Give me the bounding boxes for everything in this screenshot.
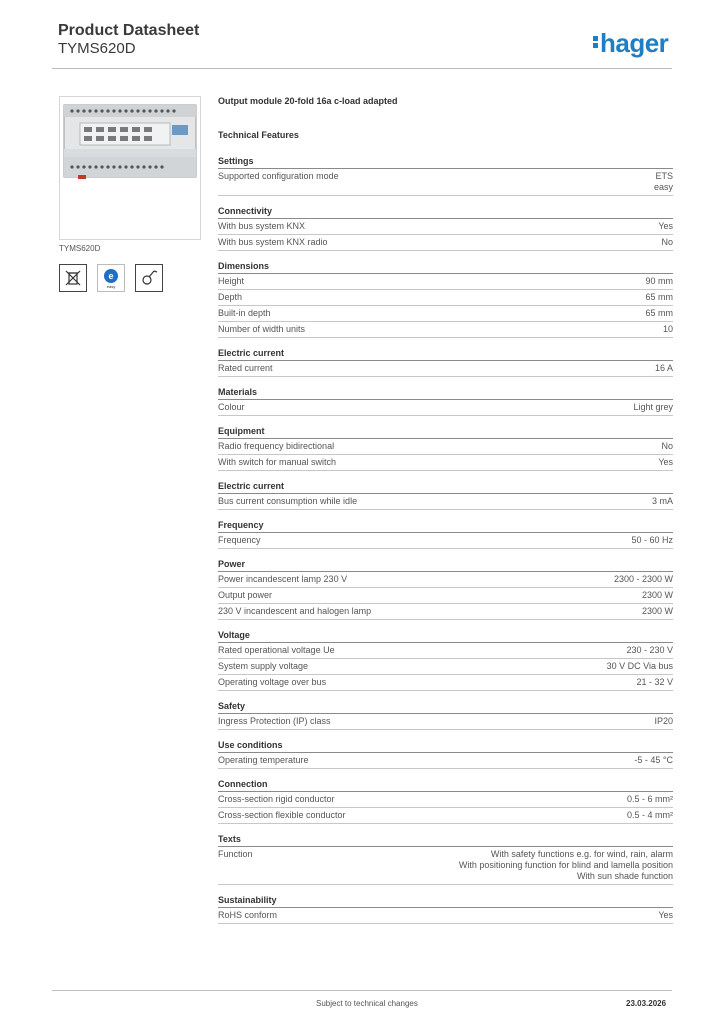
spec-row: [218, 714, 673, 730]
spec-label: System supply voltage: [218, 661, 309, 671]
section-title: Connection: [218, 779, 673, 792]
section-11: [218, 740, 673, 769]
spec-value: [273, 363, 673, 374]
spec-value-line: Yes: [658, 910, 673, 920]
section-9: [218, 630, 673, 691]
spec-label: Operating voltage over bus: [218, 677, 327, 687]
spec-value-line: 90 mm: [645, 276, 673, 286]
section-title: Voltage: [218, 630, 673, 643]
section-title: Electric current: [218, 481, 673, 494]
section-1: [218, 206, 673, 251]
spec-label: Bus current consumption while idle: [218, 496, 358, 506]
spec-row: [218, 400, 673, 416]
spec-row: [218, 643, 673, 659]
spec-value: [346, 810, 673, 821]
spec-row: [218, 361, 673, 377]
page-subtitle: TYMS620D: [58, 40, 136, 57]
spec-row: [218, 306, 673, 322]
spec-label: With bus system KNX: [218, 221, 306, 231]
spec-value: [245, 402, 673, 413]
spec-label: Number of width units: [218, 324, 306, 334]
spec-value: [335, 645, 673, 656]
section-title: Equipment: [218, 426, 673, 439]
spec-value-line: With safety functions e.g. for wind, rain, alarm: [490, 849, 673, 859]
spec-value-line: -5 - 45 °C: [634, 755, 673, 765]
knx-easy-icon: [97, 264, 125, 292]
spec-value-line: 230 - 230 V: [626, 645, 673, 655]
product-code-label: TYMS620D: [59, 244, 101, 253]
spec-value: [347, 574, 673, 585]
spec-label: With bus system KNX radio: [218, 237, 328, 247]
spec-value: [261, 535, 673, 546]
spec-value-line: 10: [662, 324, 673, 334]
spec-value-line: No: [661, 441, 673, 451]
spec-value-line: 2300 - 2300 W: [613, 574, 673, 584]
certification-icons: [59, 264, 163, 292]
spec-value-line: 3 mA: [651, 496, 673, 506]
spec-row: [218, 455, 673, 471]
section-title: Dimensions: [218, 261, 673, 274]
footer-note: Subject to technical changes: [316, 999, 418, 1008]
spec-row: [218, 588, 673, 604]
spec-value-line: 16 A: [654, 363, 673, 373]
svg-text:e: e: [108, 271, 114, 281]
spec-label: Colour: [218, 402, 245, 412]
spec-value-line: No: [661, 237, 673, 247]
section-title: Materials: [218, 387, 673, 400]
spec-value-line: 50 - 60 Hz: [631, 535, 673, 545]
spec-row: [218, 659, 673, 675]
spec-value-line: IP20: [654, 716, 673, 726]
header-divider: [52, 68, 672, 69]
spec-value: [331, 716, 673, 727]
spec-value: [309, 755, 673, 766]
product-description: Output module 20-fold 16a c-load adapted: [218, 96, 398, 106]
spec-value-line: 2300 W: [641, 606, 673, 616]
spec-value: [253, 849, 673, 882]
spec-value-line: easy: [653, 182, 673, 192]
section-6: [218, 481, 673, 510]
section-2: [218, 261, 673, 338]
spec-row: [218, 235, 673, 251]
spec-row: [218, 572, 673, 588]
section-10: [218, 701, 673, 730]
datasheet-content: [218, 96, 673, 934]
spec-value-line: 65 mm: [645, 292, 673, 302]
logo-dots-icon: [593, 34, 598, 50]
spec-label: Function: [218, 849, 253, 859]
spec-row: [218, 847, 673, 885]
technical-features-heading: Technical Features: [218, 130, 299, 140]
section-title: Electric current: [218, 348, 673, 361]
spec-value-line: Light grey: [633, 402, 673, 412]
knx-easy-text: easy: [106, 284, 116, 289]
product-module-icon: [60, 97, 200, 239]
spec-value: [308, 661, 673, 672]
section-title: Connectivity: [218, 206, 673, 219]
spec-label: Output power: [218, 590, 273, 600]
spec-label: Power incandescent lamp 230 V: [218, 574, 348, 584]
section-title: Safety: [218, 701, 673, 714]
spec-row: [218, 808, 673, 824]
spec-value: [305, 221, 673, 232]
section-13: [218, 834, 673, 885]
spec-label: Radio frequency bidirectional: [218, 441, 335, 451]
spec-label: Built-in depth: [218, 308, 271, 318]
spec-label: Ingress Protection (IP) class: [218, 716, 331, 726]
spec-label: With switch for manual switch: [218, 457, 337, 467]
spec-label: Supported configuration mode: [218, 171, 339, 181]
bus-symbol-icon: [135, 264, 163, 292]
spec-row: [218, 322, 673, 338]
spec-label: 230 V incandescent and halogen lamp: [218, 606, 372, 616]
spec-row: [218, 290, 673, 306]
spec-value: [339, 171, 673, 193]
spec-value: [242, 292, 673, 303]
spec-value: [277, 910, 673, 921]
spec-row: [218, 792, 673, 808]
spec-label: Frequency: [218, 535, 261, 545]
spec-label: Operating temperature: [218, 755, 309, 765]
spec-row: [218, 494, 673, 510]
logo-text: hager: [600, 28, 669, 58]
spec-label: RoHS conform: [218, 910, 278, 920]
spec-value-line: 2300 W: [641, 590, 673, 600]
spec-row: [218, 274, 673, 290]
section-0: [218, 156, 673, 196]
section-title: Use conditions: [218, 740, 673, 753]
spec-value-line: Yes: [658, 457, 673, 467]
spec-row: [218, 908, 673, 924]
section-8: [218, 559, 673, 620]
spec-value-line: ETS: [655, 171, 673, 181]
feature-sections: [218, 156, 673, 924]
section-14: [218, 895, 673, 924]
spec-value: [305, 324, 673, 335]
spec-row: [218, 675, 673, 691]
footer-date: 23.03.2026: [626, 999, 667, 1008]
spec-row: [218, 439, 673, 455]
spec-label: Rated operational voltage Ue: [218, 645, 335, 655]
spec-value: [244, 276, 673, 287]
hager-logo: [593, 28, 668, 59]
section-3: [218, 348, 673, 377]
spec-value: [335, 794, 673, 805]
spec-row: [218, 219, 673, 235]
section-title: Texts: [218, 834, 673, 847]
spec-label: Cross-section rigid conductor: [218, 794, 335, 804]
section-title: Frequency: [218, 520, 673, 533]
spec-value-line: 30 V DC Via bus: [606, 661, 673, 671]
page-title: Product Datasheet: [58, 22, 200, 39]
footer-divider: [52, 990, 672, 991]
section-title: Settings: [218, 156, 673, 169]
section-4: [218, 387, 673, 416]
spec-value: [328, 237, 673, 248]
spec-value-line: 65 mm: [645, 308, 673, 318]
spec-value-line: 0.5 - 6 mm²: [626, 794, 673, 804]
trash-bin-crossed-icon: [59, 264, 87, 292]
spec-value-line: 0.5 - 4 mm²: [626, 810, 673, 820]
section-title: Sustainability: [218, 895, 673, 908]
spec-value: [371, 606, 673, 617]
section-5: [218, 426, 673, 471]
product-image: [59, 96, 201, 240]
spec-value: [334, 441, 673, 452]
section-12: [218, 779, 673, 824]
spec-value: [336, 457, 673, 468]
spec-value: [357, 496, 673, 507]
spec-label: Rated current: [218, 363, 273, 373]
spec-value-line: 21 - 32 V: [636, 677, 673, 687]
spec-row: [218, 169, 673, 196]
spec-label: Cross-section flexible conductor: [218, 810, 346, 820]
section-title: Power: [218, 559, 673, 572]
spec-row: [218, 533, 673, 549]
spec-row: [218, 753, 673, 769]
spec-label: Depth: [218, 292, 243, 302]
spec-value-line: Yes: [658, 221, 673, 231]
spec-label: Height: [218, 276, 245, 286]
spec-value-line: With sun shade function: [576, 871, 673, 881]
spec-value: [326, 677, 673, 688]
spec-row: [218, 604, 673, 620]
spec-value: [272, 590, 673, 601]
section-7: [218, 520, 673, 549]
spec-value-line: With positioning function for blind and lamella position: [458, 860, 673, 870]
spec-value: [271, 308, 673, 319]
